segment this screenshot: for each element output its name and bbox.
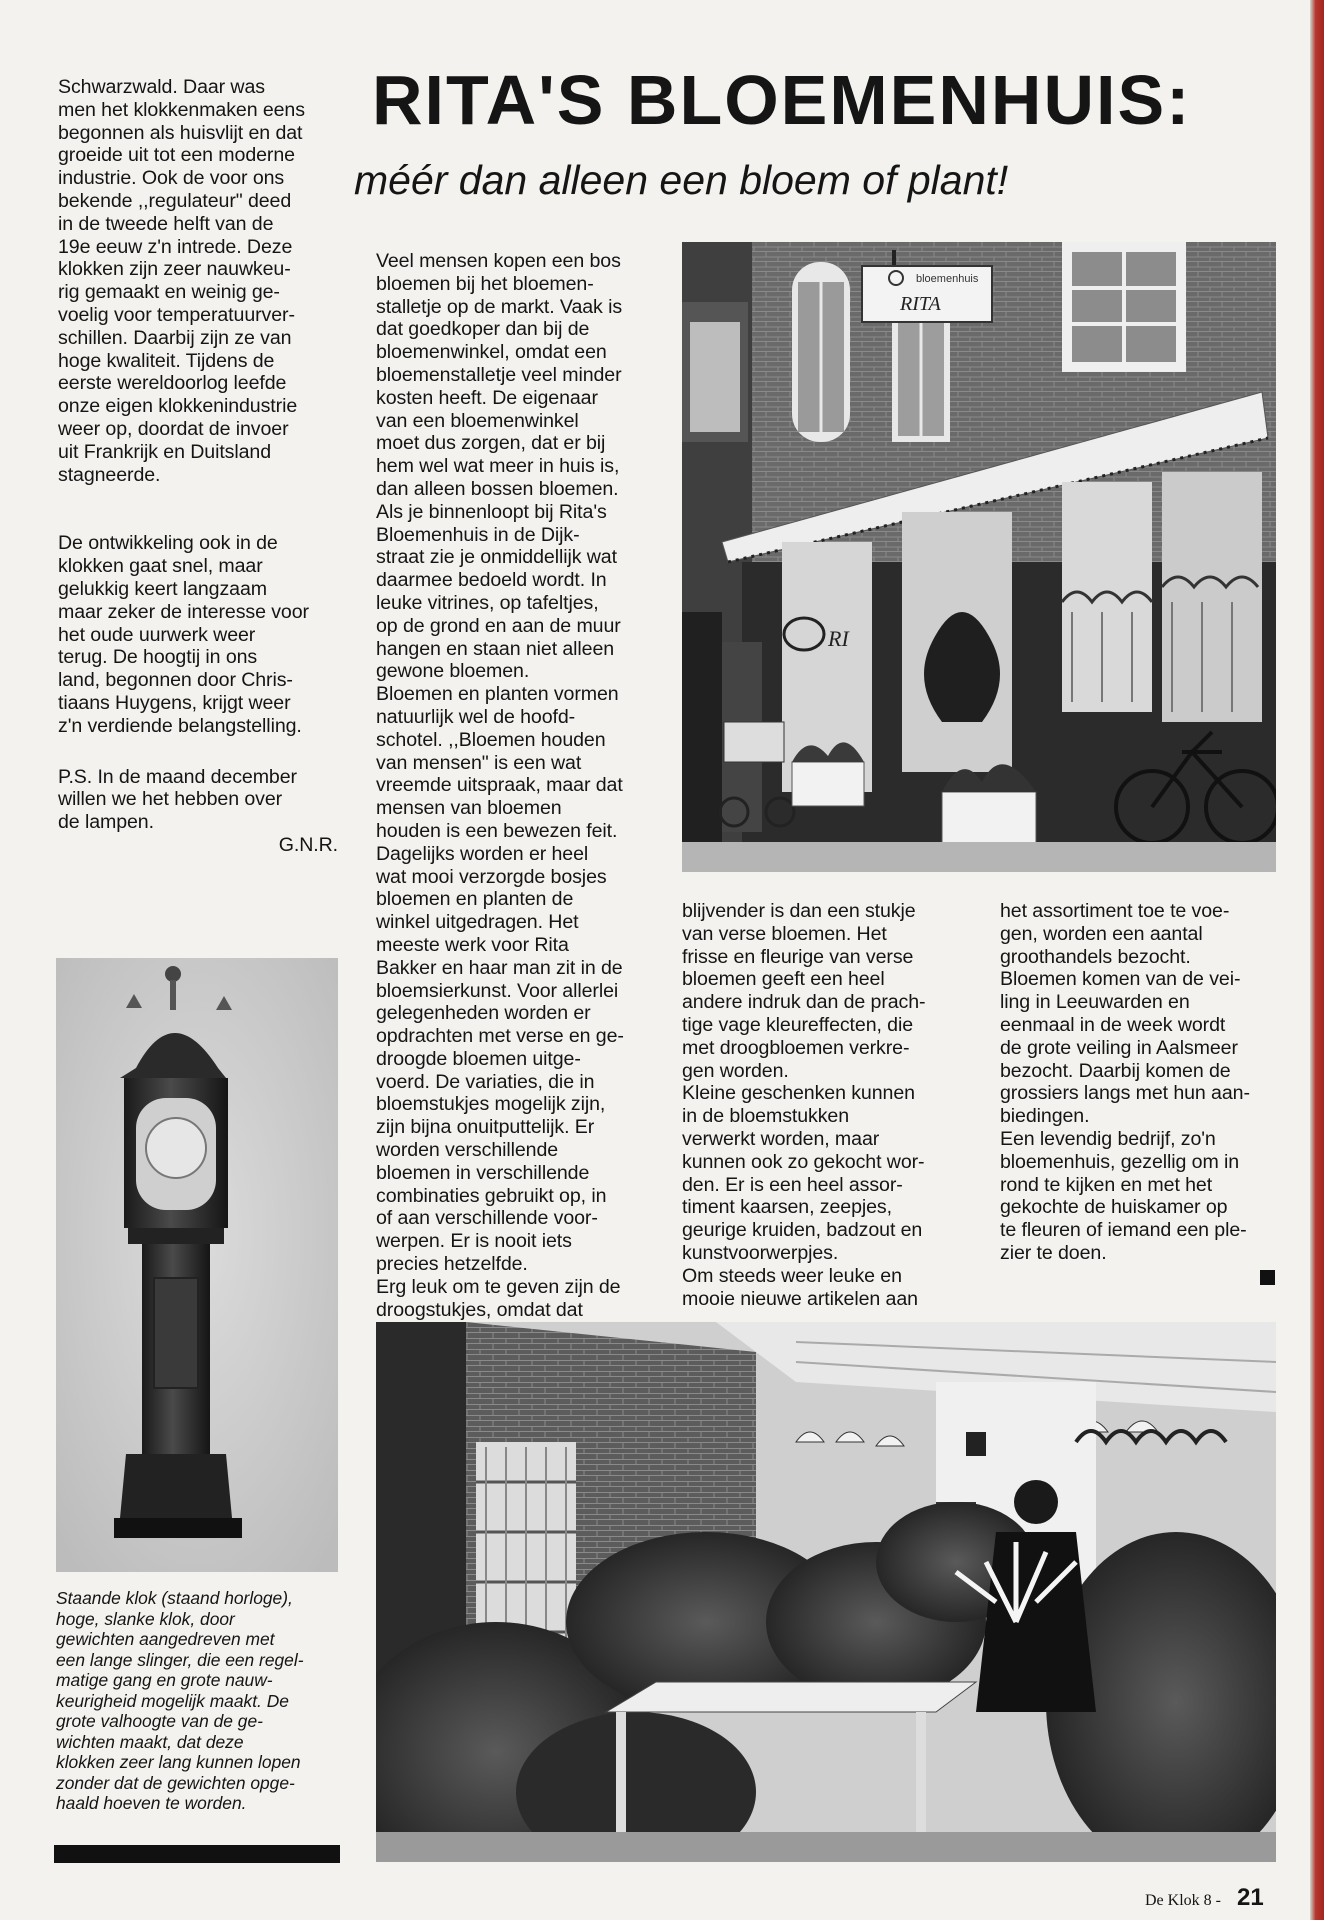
text-line: eenmaal in de week wordt (1000, 1013, 1226, 1036)
clock-photo-caption (56, 1588, 348, 1814)
text-line: bloemsierkunst. Voor allerlei (376, 979, 619, 1002)
text-line: van een bloemenwinkel (376, 409, 579, 432)
text-line: land, begonnen door Chris- (58, 669, 293, 692)
text-line: precies hetzelfde. (376, 1253, 528, 1276)
text-line: bloemenstalletje veel minder (376, 363, 622, 386)
text-line: Bakker en haar man zit in de (376, 956, 623, 979)
text-line: biedingen. (1000, 1105, 1090, 1128)
text-line: met droogbloemen verkre- (682, 1036, 910, 1059)
text-line: leuke vitrines, op tafeltjes, (376, 591, 599, 614)
text-line: bloemstukjes mogelijk zijn, (376, 1093, 606, 1116)
magazine-name: De Klok 8 (1145, 1892, 1212, 1909)
text-line: bloemen en planten de (376, 888, 574, 911)
text-line: dat goedkoper dan bij de (376, 318, 590, 341)
text-line: gelukkig keert langzaam (58, 577, 267, 600)
article-subtitle: méér dan alleen een bloem of plant! (354, 157, 1009, 203)
text-line: te fleuren of iemand een ple- (1000, 1219, 1247, 1242)
shop-sign-name: RITA (900, 293, 941, 315)
text-line: of aan verschillende voor- (376, 1207, 598, 1230)
text-line: men het klokkenmaken eens (58, 98, 305, 121)
caption-line: zonder dat de gewichten opge- (56, 1772, 295, 1793)
text-line: de lampen. (58, 811, 154, 834)
text-line: droogstukjes, omdat dat (376, 1298, 583, 1321)
decorative-bar (54, 1845, 340, 1863)
text-line: Dagelijks worden er heel (376, 842, 589, 865)
text-line: Een levendig bedrijf, zo'n (1000, 1127, 1216, 1150)
article-end-mark (1260, 1270, 1275, 1285)
caption-line: hoge, slanke klok, door (56, 1608, 235, 1629)
text-line: het oude uurwerk weer (58, 623, 256, 646)
text-line: Veel mensen kopen een bos (376, 250, 621, 272)
text-line: tige vage kleureffecten, die (682, 1013, 914, 1036)
text-line: gewone bloemen. (376, 660, 530, 683)
text-line: opdrachten met verse en ge- (376, 1025, 624, 1048)
text-line: combinaties gebruikt op, in (376, 1184, 607, 1207)
shop-interior-photo (376, 1322, 1276, 1862)
text-line: bloemenwinkel, omdat een (376, 341, 607, 364)
text-line: Bloemen en planten vormen (376, 683, 619, 706)
text-line: zijn bijna onuitputtelijk. Er (376, 1116, 595, 1139)
caption-line: klokken zeer lang kunnen lopen (56, 1752, 301, 1772)
caption-line: wichten maakt, dat deze (56, 1731, 244, 1752)
text-line: hem wel wat meer in huis is, (376, 455, 620, 478)
text-line: daarmee bedoeld wordt. In (376, 569, 607, 592)
text-line: zier te doen. (1000, 1241, 1107, 1264)
text-line: blijvender is dan een stukje (682, 900, 916, 922)
article-column-2 (682, 900, 982, 1310)
text-line: kunstvoorwerpjes. (682, 1241, 839, 1264)
text-line: P.S. In de maand december (58, 765, 297, 788)
text-line: van verse bloemen. Het (682, 922, 887, 945)
text-line: uit Frankrijk en Duitsland (58, 440, 272, 463)
page-number: 21 (1236, 1884, 1264, 1911)
text-line: vreemde uitspraak, maar dat (376, 774, 623, 797)
text-line: in de bloemstukken (682, 1105, 850, 1128)
text-line: geurige kruiden, badzout en (682, 1219, 923, 1242)
text-line: winkel uitgedragen. Het (376, 911, 579, 934)
text-line: schillen. Daarbij zijn ze van (58, 326, 292, 349)
left-column (58, 76, 350, 857)
text-line: voerd. De variaties, die in (376, 1070, 595, 1093)
text-line: schotel. ,,Bloemen houden (376, 728, 606, 751)
text-line: 19e eeuw z'n intrede. Deze (58, 235, 293, 258)
text-line: hangen en staan niet alleen (376, 637, 615, 660)
text-line: Bloemenhuis in de Dijk- (376, 523, 580, 546)
text-line: groothandels bezocht. (1000, 945, 1191, 968)
caption-line: matige gang en grote nauw- (56, 1670, 273, 1690)
text-line: droogde bloemen uitge- (376, 1047, 581, 1070)
text-line: gekochte de huiskamer op (1000, 1196, 1228, 1219)
left-column-paragraph-3 (58, 766, 350, 834)
text-line: willen we het hebben over (58, 788, 283, 811)
text-line: Schwarzwald. Daar was (58, 76, 265, 98)
text-line: Erg leuk om te geven zijn de (376, 1275, 621, 1298)
text-line: bloemen in verschillende (376, 1161, 590, 1184)
text-line: in de tweede helft van de (58, 212, 274, 235)
text-line: meeste werk voor Rita (376, 933, 569, 956)
text-line: Als je binnenloopt bij Rita's (376, 500, 607, 523)
text-line: bekende ,,regulateur" deed (58, 189, 292, 212)
text-line: Om steeds weer leuke en (682, 1264, 902, 1287)
text-line: z'n verdiende belangstelling. (58, 714, 302, 737)
text-line: houden is een bewezen feit. (376, 819, 618, 842)
text-line: frisse en fleurige van verse (682, 945, 914, 968)
shop-front-photo (682, 242, 1276, 872)
caption-line: grote valhoogte van de ge- (56, 1711, 263, 1731)
caption-line: gewichten aangedreven met (56, 1629, 275, 1649)
text-line: klokken zijn zeer nauwkeu- (58, 258, 291, 281)
text-line: gen, worden een aantal (1000, 922, 1203, 945)
text-line: weer op, doordat de invoer (58, 417, 289, 440)
text-line: den. Er is een heel assor- (682, 1173, 903, 1196)
text-line: worden verschillende (376, 1139, 559, 1162)
text-line: ling in Leeuwarden en (1000, 991, 1190, 1014)
text-line: verwerkt worden, maar (682, 1127, 880, 1150)
text-line: rig gemaakt en weinig ge- (58, 281, 280, 304)
text-line: begonnen als huisvlijt en dat (58, 121, 303, 144)
text-line: moet dus zorgen, dat er bij (376, 432, 606, 455)
text-line: industrie. Ook de voor ons (58, 167, 285, 190)
text-line: bloemen bij het bloemen- (376, 272, 594, 295)
text-line: stagneerde. (58, 463, 161, 486)
text-line: gelegenheden worden er (376, 1002, 591, 1025)
article-title: RITA'S BLOEMENHUIS: (372, 61, 1192, 139)
text-line: bloemenhuis, gezellig om in (1000, 1150, 1240, 1173)
left-column-paragraph-1 (58, 76, 350, 486)
text-line: groeide uit tot een moderne (58, 144, 295, 167)
caption-line: haald hoeven te worden. (56, 1793, 247, 1813)
text-line: eerste wereldoorlog leefde (58, 372, 287, 395)
text-line: op de grond en aan de muur (376, 614, 621, 637)
text-line: straat zie je onmiddellijk wat (376, 546, 617, 569)
text-line: De ontwikkeling ook in de (58, 532, 278, 555)
text-line: stalletje op de markt. Vaak is (376, 295, 623, 318)
text-line: mensen van bloemen (376, 797, 562, 820)
caption-line: keurigheid mogelijk maakt. De (56, 1690, 289, 1711)
text-line: onze eigen klokkenindustrie (58, 395, 298, 418)
author-signature: G.N.R. (278, 833, 338, 856)
text-line: klokken gaat snel, maar (58, 555, 263, 578)
article-column-3 (1000, 900, 1276, 1265)
clock-photo (56, 958, 338, 1572)
caption-line: Staande klok (staand horloge), (56, 1588, 293, 1608)
text-line: andere indruk dan de prach- (682, 991, 926, 1014)
text-line: hoge kwaliteit. Tijdens de (58, 349, 275, 372)
shop-sign-top-text: bloemenhuis (916, 273, 979, 285)
text-line: tiaans Huygens, krijgt weer (58, 691, 291, 714)
text-line: Bloemen komen van de vei- (1000, 968, 1241, 991)
text-line: werpen. Er is nooit iets (376, 1230, 572, 1253)
page-edge-strip (1310, 0, 1324, 1920)
text-line: dan alleen bossen bloemen. (376, 477, 619, 500)
text-line: de grote veiling in Aalsmeer (1000, 1036, 1238, 1059)
text-line: kunnen ook zo gekocht wor- (682, 1150, 925, 1173)
text-line: bezocht. Daarbij komen de (1000, 1059, 1231, 1082)
article-column-1 (376, 250, 674, 1321)
left-column-paragraph-2 (58, 532, 350, 737)
text-line: mooie nieuwe artikelen aan (682, 1287, 918, 1310)
footer-separator: - (1215, 1892, 1221, 1909)
page-footer (1145, 1884, 1264, 1912)
text-line: grossiers langs met hun aan- (1000, 1082, 1250, 1105)
text-line: Kleine geschenken kunnen (682, 1082, 915, 1105)
text-line: rond te kijken en met het (1000, 1173, 1213, 1196)
text-line: kosten heeft. De eigenaar (376, 386, 598, 409)
text-line: wat mooi verzorgde bosjes (376, 865, 607, 888)
text-line: bloemen geeft een heel (682, 968, 885, 991)
text-line: van mensen" is een wat (376, 751, 582, 774)
text-line: voelig voor temperatuurver- (58, 303, 295, 326)
shop-window-text: RI (828, 626, 849, 651)
text-line: terug. De hoogtij in ons (58, 646, 258, 669)
text-line: timent kaarsen, zeepjes, (682, 1196, 892, 1219)
text-line: natuurlijk wel de hoofd- (376, 705, 576, 728)
caption-line: een lange slinger, die een regel- (56, 1649, 304, 1670)
text-line: gen worden. (682, 1059, 789, 1082)
text-line: maar zeker de interesse voor (58, 600, 309, 623)
text-line: het assortiment toe te voe- (1000, 900, 1230, 922)
